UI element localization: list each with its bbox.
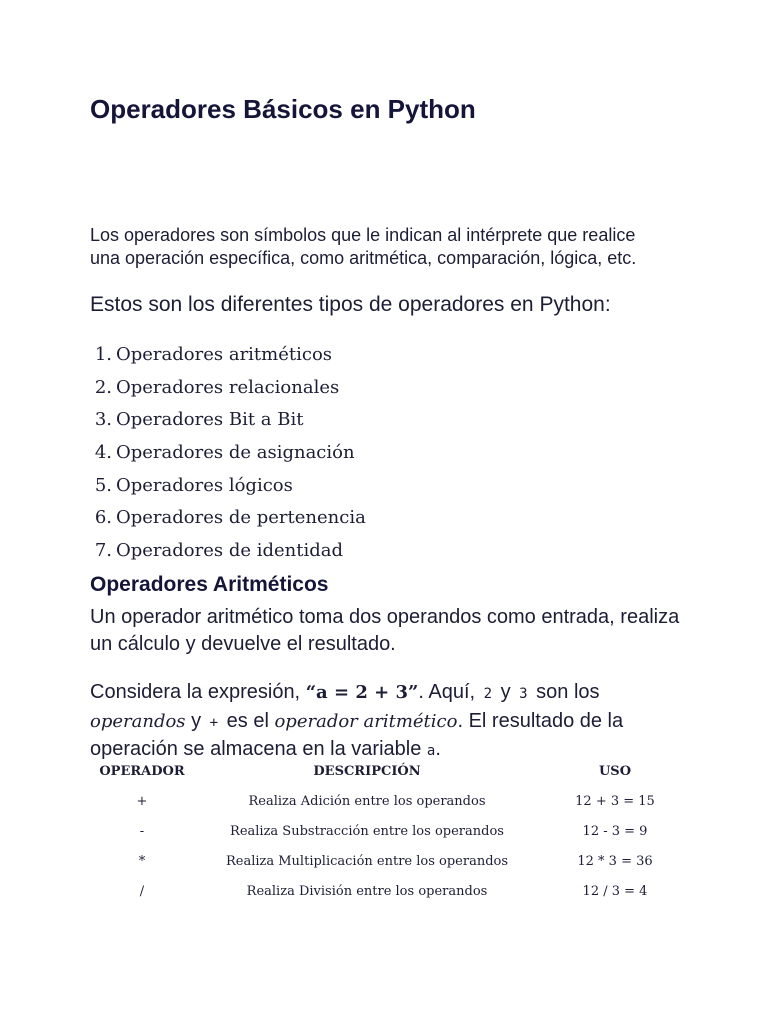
usage-cell: 12 - 3 = 9 [582, 823, 648, 839]
arithmetic-definition: Un operador aritmético toma dos operandos como entrada, realiza un cálculo y devuelve el resultado. [90, 606, 680, 655]
table-row [90, 816, 690, 846]
list-item [90, 405, 366, 438]
list-item [90, 536, 366, 569]
list-item [90, 503, 366, 536]
list-item-label: Operadores lógicos [116, 474, 293, 496]
description-cell: Realiza Multiplicación entre los operandos [225, 853, 509, 869]
list-item-label: Operadores de asignación [116, 442, 355, 464]
list-item-label: Operadores Bit a Bit [116, 409, 304, 431]
list-item-label: Operadores de identidad [116, 540, 344, 562]
expression-text: . El resultado de la operación se almacena en la variable [90, 709, 624, 760]
list-item-number: 5. [94, 474, 112, 496]
list-item [90, 340, 366, 373]
operator-cell: * [138, 853, 146, 869]
column-header-operator: OPERADOR [99, 763, 185, 779]
operator-cell: / [139, 883, 145, 899]
column-header-usage: USO [598, 763, 632, 779]
expression-text: y [185, 709, 207, 732]
intro-paragraph: Los operadores son símbolos que le indican al intérprete que realice una operación específica, como aritmética, comparación, lógica, etc. [90, 225, 637, 268]
operator-cell: + [136, 793, 148, 809]
operand-code: 3 [519, 686, 528, 702]
operator-code: + [209, 714, 219, 731]
list-item-label: Operadores de pertenencia [116, 507, 366, 529]
expression-formula: “a = 2 + 3” [305, 682, 419, 703]
expression-text: . Aquí, [418, 681, 481, 703]
types-lead-paragraph: Estos son los diferentes tipos de operadores en Python: [90, 293, 611, 316]
description-cell: Realiza Adición entre los operandos [248, 793, 486, 809]
column-header-description: DESCRIPCIÓN [313, 763, 421, 779]
list-item-number: 1. [94, 344, 112, 365]
list-item-number: 3. [94, 409, 112, 431]
operand-code: 2 [483, 686, 493, 702]
usage-cell: 12 / 3 = 4 [582, 883, 648, 899]
table-row [90, 876, 690, 906]
expression-example [90, 679, 690, 765]
list-item-number: 2. [94, 376, 112, 398]
operator-types-list [90, 340, 366, 569]
list-item [90, 471, 366, 504]
usage-cell: 12 + 3 = 15 [575, 793, 655, 809]
list-item-number: 6. [94, 507, 112, 529]
list-item-number: 4. [94, 442, 112, 464]
expression-text: Considera la expresión, [90, 681, 306, 703]
list-item-number: 7. [94, 540, 112, 562]
list-item-label: Operadores relacionales [116, 376, 340, 398]
operands-term: operandos [90, 710, 186, 732]
description-cell: Realiza División entre los operandos [246, 883, 488, 899]
list-item [90, 373, 366, 406]
table-row [90, 786, 690, 816]
variable-code: a [426, 743, 436, 759]
table-header-row [90, 756, 690, 786]
usage-cell: 12 * 3 = 36 [577, 853, 653, 869]
table-row [90, 846, 690, 876]
page-title: Operadores Básicos en Python [90, 94, 476, 124]
section-heading: Operadores Aritméticos [90, 573, 329, 596]
description-cell: Realiza Substracción entre los operandos [230, 823, 504, 839]
expression-text: es el [221, 709, 275, 732]
expression-text: son los [530, 681, 600, 703]
list-item [90, 438, 366, 471]
list-item-label: Operadores aritméticos [116, 344, 333, 365]
expression-text: y [495, 681, 517, 703]
operators-table [90, 756, 690, 906]
operator-cell: - [139, 823, 145, 839]
operator-term: operador aritmético [274, 710, 458, 732]
expression-text: . [435, 738, 441, 760]
